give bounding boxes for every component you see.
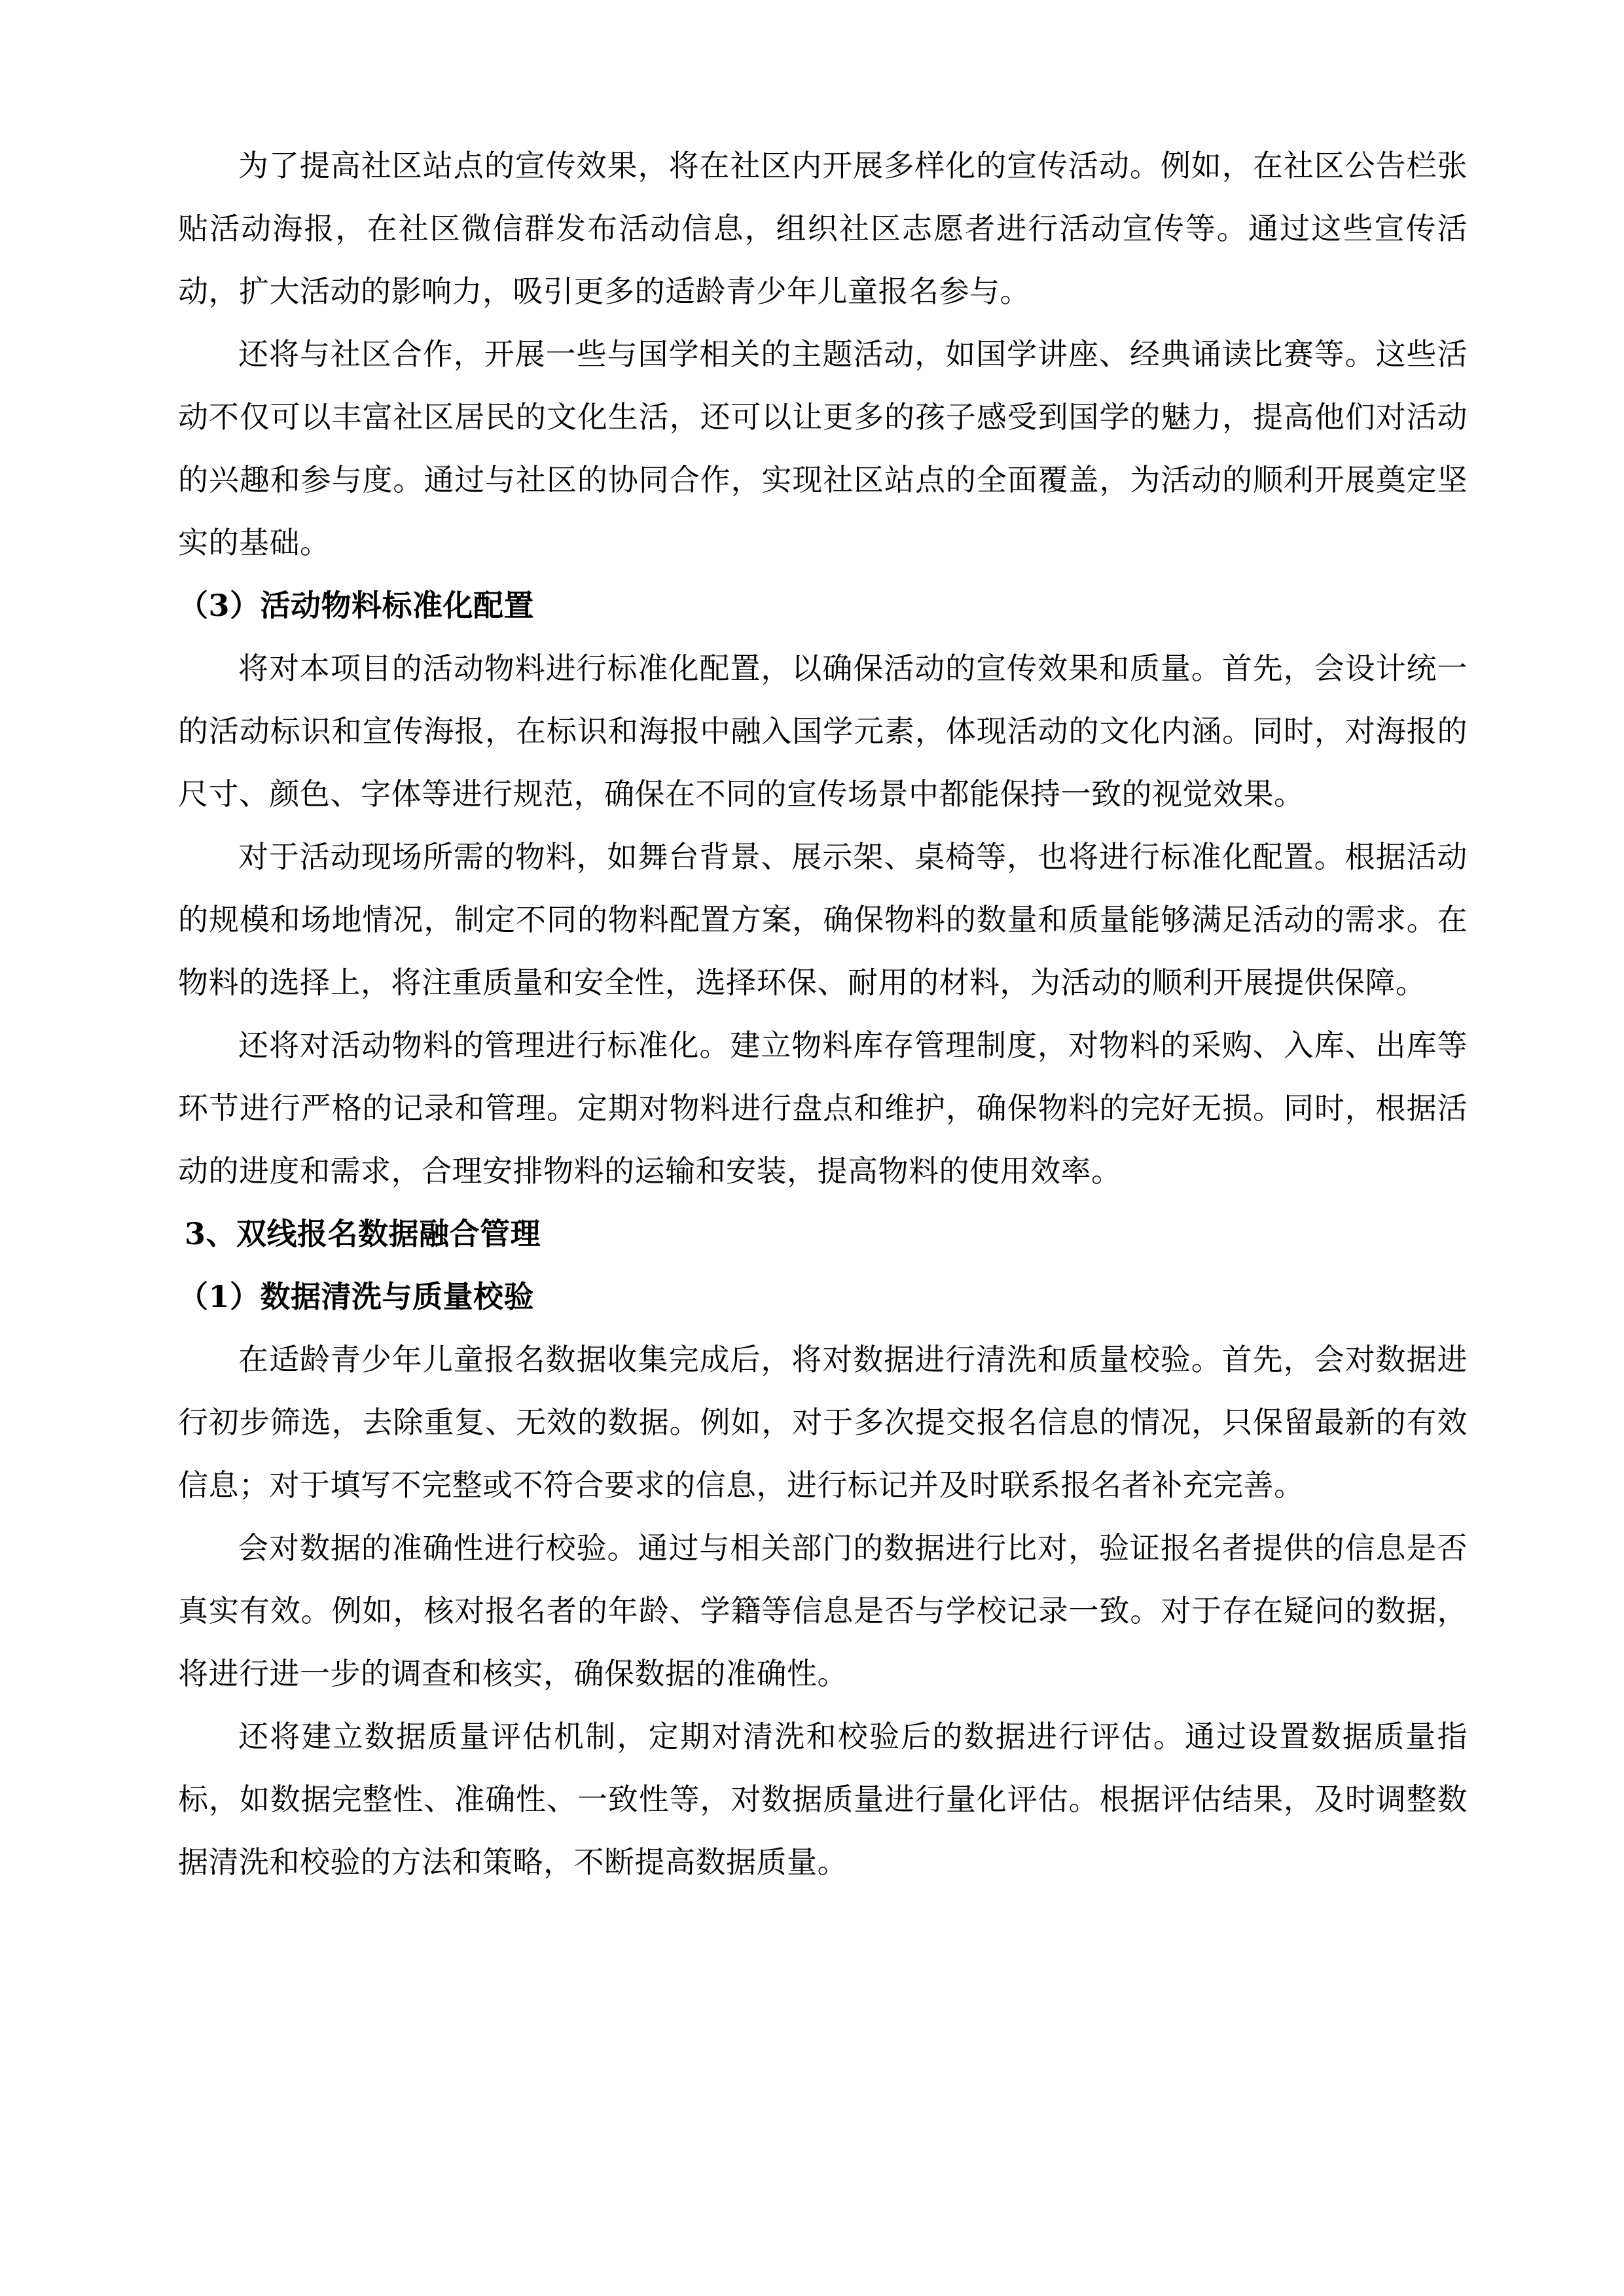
subheading-materials-standardization: （3）活动物料标准化配置 [178, 588, 535, 623]
paragraph-materials-design: 将对本项目的活动物料进行标准化配置，以确保活动的宣传效果和质量。首先，会设计统一的活动标识和宣传海报，在标识和海报中融入国学元素，体现活动的文化内涵。同时，对海报的尺寸、颜色、字体等进行规范，确保在不同的宣传场景中都能保持一致的视觉效果。 [178, 651, 1468, 812]
paragraph-data-quality-evaluation: 还将建立数据质量评估机制，定期对清洗和校验后的数据进行评估。通过设置数据质量指标，如数据完整性、准确性、一致性等，对数据质量进行量化评估。根据评估结果，及时调整数据清洗和校验的方法和策略，不断提高数据质量。 [178, 1719, 1468, 1880]
paragraph-onsite-materials: 对于活动现场所需的物料，如舞台背景、展示架、桌椅等，也将进行标准化配置。根据活动的规模和场地情况，制定不同的物料配置方案，确保物料的数量和质量能够满足活动的需求。在物料的选择上，将注重质量和安全性，选择环保、耐用的材料，为活动的顺利开展提供保障。 [178, 839, 1468, 1000]
heading-data-fusion: 3、双线报名数据融合管理 [185, 1216, 541, 1251]
paragraph-community-cooperation: 还将与社区合作，开展一些与国学相关的主题活动，如国学讲座、经典诵读比赛等。这些活动不仅可以丰富社区居民的文化生活，还可以让更多的孩子感受到国学的魅力，提高他们对活动的兴趣和参与度。通过与社区的协同合作，实现社区站点的全面覆盖，为活动的顺利开展奠定坚实的基础。 [178, 336, 1468, 560]
paragraph-community-promotion: 为了提高社区站点的宣传效果，将在社区内开展多样化的宣传活动。例如，在社区公告栏张贴活动海报，在社区微信群发布活动信息，组织社区志愿者进行活动宣传等。通过这些宣传活动，扩大活动的影响力，吸引更多的适龄青少年儿童报名参与。 [178, 148, 1468, 309]
paragraph-data-accuracy: 会对数据的准确性进行校验。通过与相关部门的数据进行比对，验证报名者提供的信息是否真实有效。例如，核对报名者的年龄、学籍等信息是否与学校记录一致。对于存在疑问的数据，将进行进一步的调查和核实，确保数据的准确性。 [178, 1530, 1468, 1691]
paragraph-materials-management: 还将对活动物料的管理进行标准化。建立物料库存管理制度，对物料的采购、入库、出库等环节进行严格的记录和管理。定期对物料进行盘点和维护，确保物料的完好无损。同时，根据活动的进度和需求，合理安排物料的运输和安装，提高物料的使用效率。 [178, 1028, 1468, 1189]
document-body [178, 134, 1468, 1893]
subheading-data-cleaning: （1）数据清洗与质量校验 [178, 1279, 535, 1314]
paragraph-data-cleaning: 在适龄青少年儿童报名数据收集完成后，将对数据进行清洗和质量校验。首先，会对数据进行初步筛选，去除重复、无效的数据。例如，对于多次提交报名信息的情况，只保留最新的有效信息；对于填写不完整或不符合要求的信息，进行标记并及时联系报名者补充完善。 [178, 1342, 1468, 1503]
